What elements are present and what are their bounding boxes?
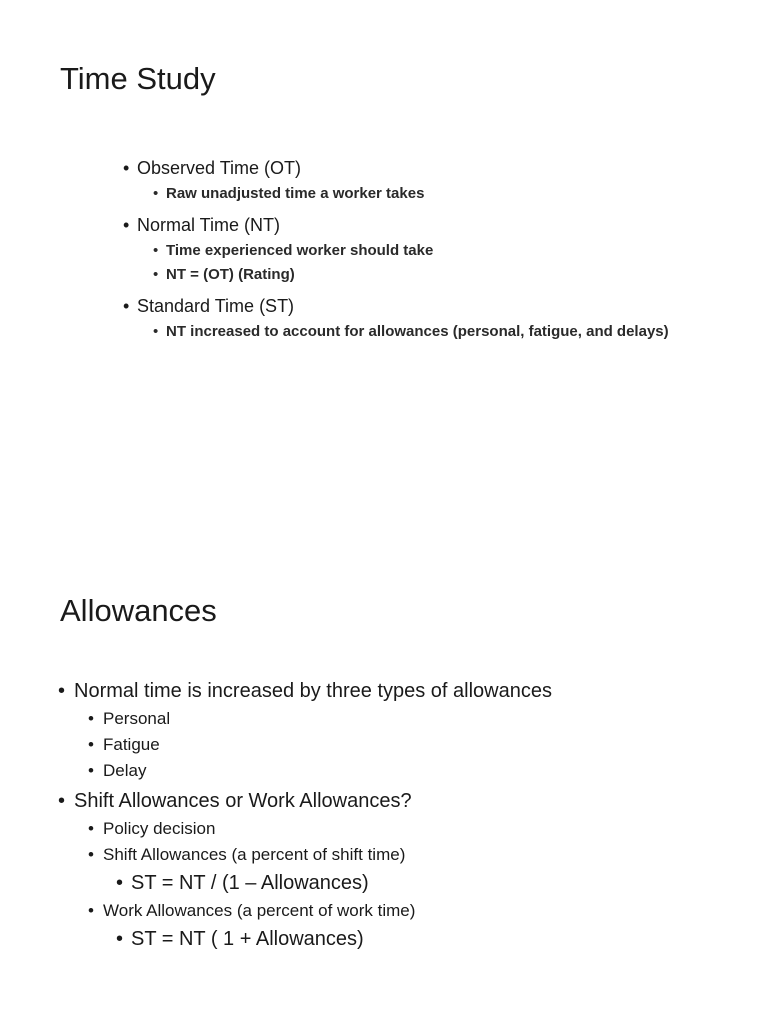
- bullet-normal-time: [123, 211, 669, 239]
- bullet-list: [0, 154, 669, 344]
- sub-bullet-experienced-worker: [153, 239, 669, 263]
- sub-bullet-personal: [88, 706, 552, 732]
- bullet-dot: •: [153, 266, 159, 283]
- bullet-text: NT = (OT) (Rating): [166, 266, 295, 283]
- sub-bullet-fatigue: [88, 732, 552, 758]
- bullet-dot: •: [88, 901, 94, 920]
- bullet-dot: •: [58, 680, 66, 702]
- bullet-text: Observed Time (OT): [137, 158, 302, 178]
- bullet-standard-time: [123, 292, 669, 320]
- bullet-dot: •: [88, 819, 94, 838]
- sub-bullet-work-allowances: [88, 898, 552, 924]
- bullet-dot: •: [88, 761, 94, 780]
- bullet-dot: •: [116, 872, 124, 894]
- bullet-dot: •: [153, 242, 159, 259]
- bullet-text: Normal Time (NT): [137, 215, 280, 235]
- bullet-dot: •: [153, 323, 159, 340]
- bullet-text: ST = NT ( 1 + Allowances): [131, 928, 364, 950]
- bullet-text: Policy decision: [103, 819, 216, 838]
- bullet-text: Raw unadjusted time a worker takes: [166, 185, 425, 202]
- bullet-dot: •: [88, 735, 94, 754]
- sub-bullet-raw-time: [153, 182, 669, 206]
- bullet-text: Personal: [103, 709, 171, 728]
- bullet-text: Time experienced worker should take: [166, 242, 434, 259]
- bullet-text: Standard Time (ST): [137, 296, 295, 316]
- bullet-dot: •: [58, 790, 66, 812]
- bullet-text: NT increased to account for allowances (personal, fatigue, and delays): [166, 323, 669, 340]
- slide-allowances: [0, 512, 768, 1024]
- bullet-observed-time: [123, 154, 669, 182]
- sub-bullet-nt-formula: [153, 263, 669, 287]
- bullet-text: Shift Allowances or Work Allowances?: [74, 790, 412, 812]
- slide-title: Time Study: [60, 61, 216, 96]
- sub-bullet-allowances: [153, 320, 669, 344]
- bullet-dot: •: [153, 185, 159, 202]
- bullet-list: [0, 676, 552, 954]
- bullet-dot: •: [123, 215, 130, 235]
- bullet-text: ST = NT / (1 – Allowances): [131, 872, 369, 894]
- sub-bullet-policy-decision: [88, 816, 552, 842]
- bullet-dot: •: [88, 709, 94, 728]
- bullet-dot: •: [116, 928, 124, 950]
- bullet-text: Fatigue: [103, 735, 160, 754]
- formula-work-st: [116, 924, 552, 954]
- bullet-shift-or-work: [58, 786, 552, 816]
- bullet-dot: •: [123, 158, 130, 178]
- bullet-normal-time-increased: [58, 676, 552, 706]
- bullet-text: Shift Allowances (a percent of shift time): [103, 845, 406, 864]
- slide-title: Allowances: [60, 593, 217, 628]
- bullet-dot: •: [88, 845, 94, 864]
- sub-bullet-delay: [88, 758, 552, 784]
- formula-shift-st: [116, 868, 552, 898]
- sub-bullet-shift-allowances: [88, 842, 552, 868]
- bullet-text: Delay: [103, 761, 147, 780]
- bullet-text: Work Allowances (a percent of work time): [103, 901, 416, 920]
- bullet-dot: •: [123, 296, 130, 316]
- bullet-text: Normal time is increased by three types of allowances: [74, 680, 552, 702]
